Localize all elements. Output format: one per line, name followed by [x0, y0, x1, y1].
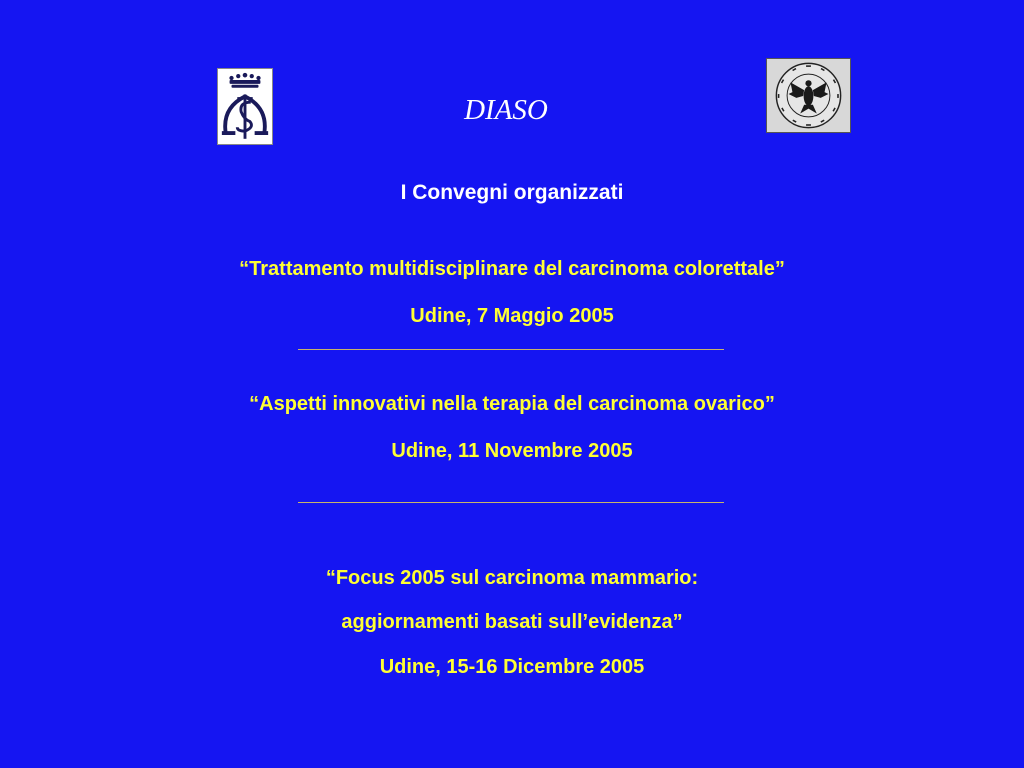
event-1-place-date: Udine, 7 Maggio 2005: [410, 305, 614, 327]
event-2-place-date: Udine, 11 Novembre 2005: [391, 440, 633, 462]
divider: [298, 502, 724, 503]
event-1-title: “Trattamento multidisciplinare del carcinoma colorettale”: [239, 258, 785, 280]
event-3-title-line-1: “Focus 2005 sul carcinoma mammario:: [325, 567, 699, 589]
event-3-place-date: Udine, 15-16 Dicembre 2005: [379, 656, 645, 678]
event-2-title: “Aspetti innovativi nella terapia del carcinoma ovarico”: [249, 393, 775, 415]
divider: [298, 349, 724, 350]
page-title: DIASO: [464, 94, 548, 126]
page-subtitle: I Convegni organizzati: [400, 181, 624, 204]
event-3-title-line-2: aggiornamenti basati sull’evidenza”: [341, 611, 683, 633]
